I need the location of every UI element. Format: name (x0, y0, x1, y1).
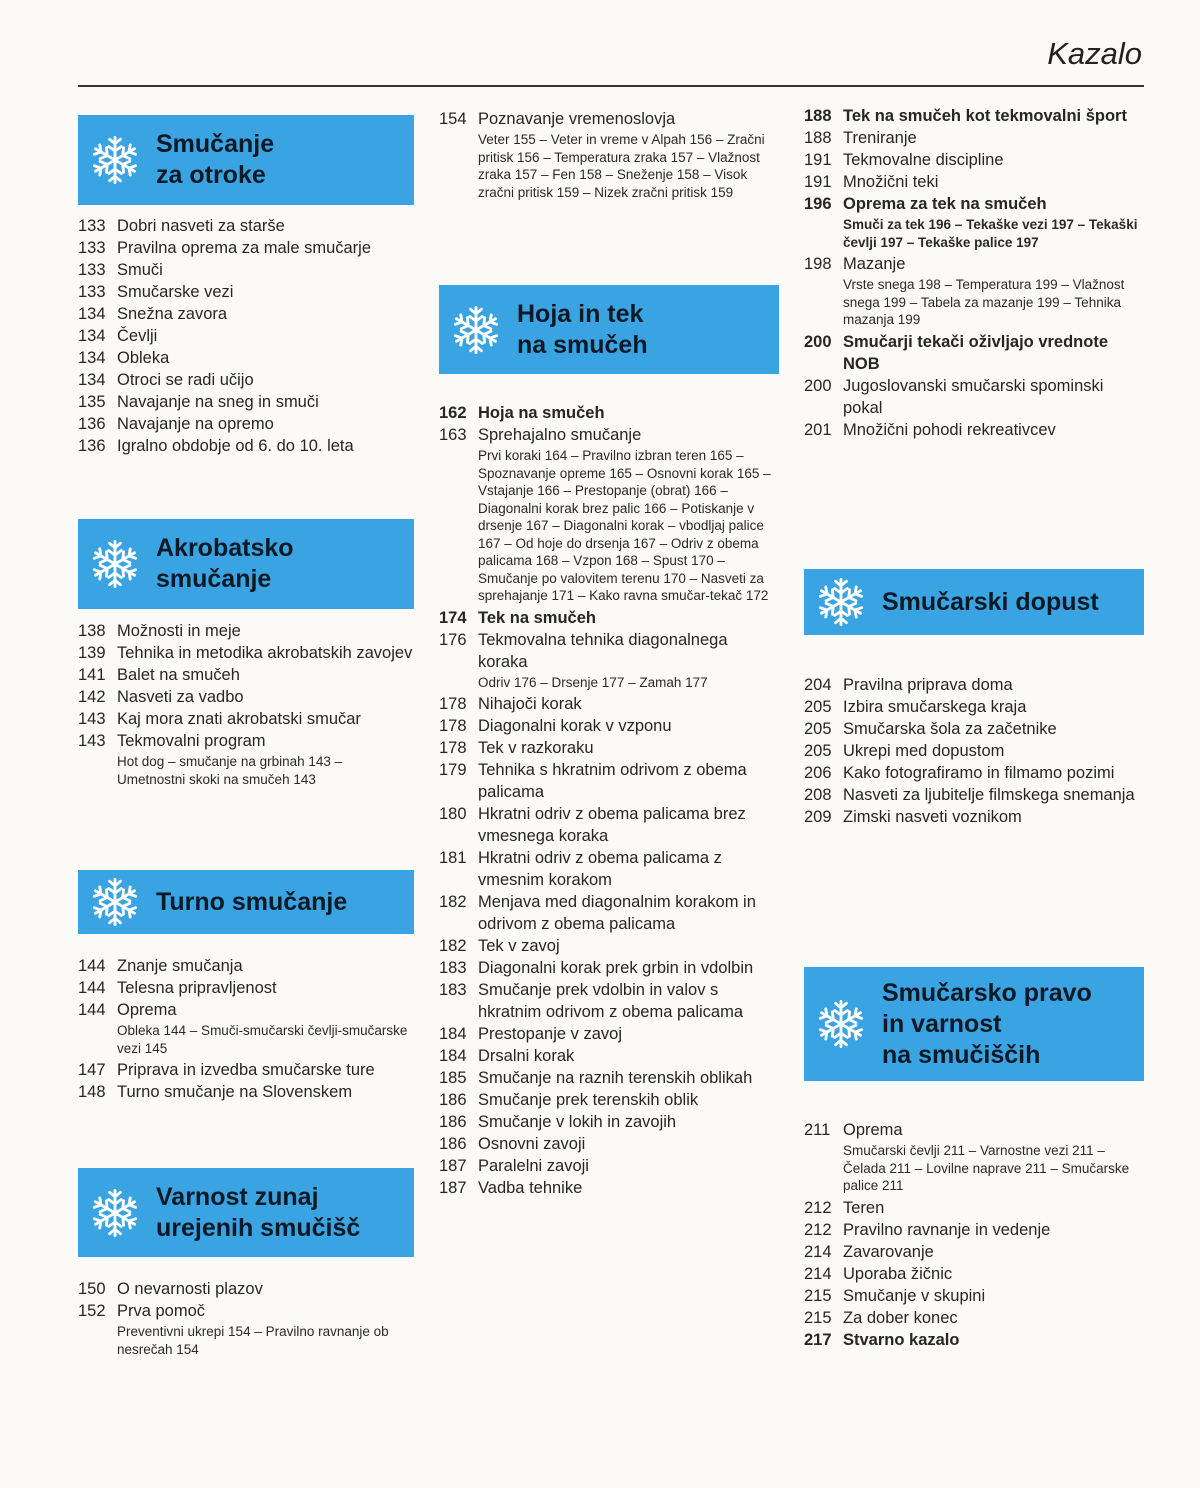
entry-list (804, 674, 1144, 828)
toc-entry[interactable] (78, 620, 414, 642)
toc-entry[interactable] (78, 325, 414, 347)
entry-title: Paralelni zavoji (478, 1157, 589, 1175)
page-number: 183 (439, 959, 467, 977)
section-title (882, 978, 1092, 1071)
entry-title: Oprema za tek na smučeh (843, 195, 1047, 213)
toc-entry[interactable] (439, 737, 779, 759)
toc-entry[interactable] (78, 730, 414, 790)
entry-title: Prestopanje v zavoj (478, 1025, 622, 1043)
section-title-line: Smučarsko pravo (882, 978, 1092, 1007)
entry-title: Zimski nasveti voznikom (843, 808, 1022, 826)
page-number: 215 (804, 1286, 832, 1305)
entry-subtopics: Odriv 176 – Drsenje 177 – Zamah 177 (478, 674, 708, 690)
entry-title: Nasveti za vadbo (117, 688, 244, 706)
section-title-line: na smučiščih (882, 1040, 1041, 1069)
entry-title: Smučanje prek vdolbin in valov s hkratnim odrivom z obema palicama (478, 981, 744, 1021)
snowflake-icon (88, 537, 142, 591)
toc-entry[interactable] (78, 686, 414, 708)
entry-title: Treniranje (843, 129, 917, 147)
toc-entry[interactable] (804, 1285, 1144, 1307)
toc-entry[interactable] (439, 1089, 779, 1111)
toc-entry[interactable] (439, 803, 779, 847)
page-number: 178 (439, 717, 467, 735)
snowflake-icon (814, 575, 868, 629)
page-number: 188 (804, 129, 832, 147)
section-smucarsko-pravo (804, 967, 1144, 1351)
snowflake-icon (88, 875, 142, 929)
page-number: 214 (804, 1242, 832, 1261)
toc-entry[interactable] (78, 708, 414, 730)
page-number: 186 (439, 1113, 467, 1131)
section-banner (439, 285, 779, 374)
toc-entry[interactable] (78, 435, 414, 457)
snowflake-icon (449, 303, 503, 357)
section-title (156, 533, 294, 595)
toc-entry[interactable] (804, 149, 1144, 171)
page-number: 174 (439, 608, 467, 627)
page-number: 182 (439, 937, 467, 955)
page-number: 182 (439, 893, 467, 911)
entry-title: Množični teki (843, 173, 939, 191)
toc-entry[interactable] (439, 1111, 779, 1133)
section-banner (78, 115, 414, 205)
page-number: 133 (78, 217, 106, 235)
entry-title: Drsalni korak (478, 1047, 575, 1065)
page-number: 209 (804, 808, 832, 826)
page-number: 162 (439, 404, 467, 422)
toc-entry[interactable] (439, 1023, 779, 1045)
toc-entry[interactable] (78, 955, 414, 977)
entry-subtopics: Vrste snega 198 – Temperatura 199 – Vlažnost snega 199 – Tabela za mazanje 199 – Tehnika mazanja 199 (843, 277, 1125, 327)
entry-list (78, 620, 414, 790)
entry-list (804, 105, 1144, 441)
page-number: 211 (804, 1121, 831, 1139)
page-number: 185 (439, 1069, 467, 1087)
section-title-line: Smučanje (156, 130, 275, 158)
entry-title: Kaj mora znati akrobatski smučar (117, 710, 361, 728)
page-number: 134 (78, 305, 106, 323)
toc-entry[interactable] (804, 419, 1144, 441)
page-number: 133 (78, 261, 106, 279)
toc-entry[interactable] (439, 935, 779, 957)
section-banner (804, 967, 1144, 1081)
entry-title: Pravilna oprema za male smučarje (117, 239, 372, 257)
section-banner (804, 569, 1144, 635)
section-title-line: Turno smučanje (156, 887, 348, 916)
toc-entry[interactable] (804, 331, 1144, 375)
entry-title: Otroci se radi učijo (117, 371, 254, 389)
entry-subtopics: Preventivni ukrepi 154 – Pravilno ravnanje ob nesrečah 154 (117, 1324, 389, 1357)
entry-title: O nevarnosti plazov (117, 1280, 263, 1298)
entry-title: Poznavanje vremenoslovja (478, 110, 676, 128)
entry-title: Stvarno kazalo (843, 1330, 960, 1349)
page-number: 141 (78, 666, 106, 684)
section-title-line: Varnost zunaj (156, 1182, 319, 1211)
section-smucarski-dopust (804, 569, 1144, 828)
section-banner (78, 870, 414, 934)
page-number: 133 (78, 283, 106, 301)
toc-entry[interactable] (804, 253, 1144, 331)
page-number: 138 (78, 622, 106, 640)
page-number: 133 (78, 239, 106, 257)
toc-entry[interactable] (78, 642, 414, 664)
section-hoja-in-tek (439, 285, 779, 1199)
page-number: 142 (78, 688, 106, 706)
page-number: 179 (439, 761, 467, 779)
toc-entry[interactable] (78, 281, 414, 303)
page-number: 144 (78, 979, 106, 997)
page-number: 214 (804, 1264, 832, 1283)
entry-title: Smučarska šola za začetnike (843, 720, 1057, 738)
page-title: Kazalo (1047, 36, 1142, 71)
page-number: 134 (78, 349, 106, 367)
page-number: 200 (804, 376, 832, 395)
entry-title: Oprema (117, 1001, 177, 1019)
entry-list (78, 955, 414, 1103)
section-title-line: Hoja in tek (517, 299, 644, 328)
page-number: 152 (78, 1302, 106, 1320)
toc-entry[interactable] (78, 664, 414, 686)
toc-entry[interactable] (439, 1045, 779, 1067)
entry-list (804, 1119, 1144, 1351)
entry-title: Oprema (843, 1121, 903, 1139)
entry-title: Hkratni odriv z obema palicama brez vmesnega koraka (478, 805, 746, 845)
toc-entry[interactable] (439, 759, 779, 803)
page-number: 184 (439, 1025, 467, 1043)
section-akrobatsko-smucanje (78, 519, 414, 790)
section-title-line: urejenih smučišč (156, 1213, 361, 1242)
toc-entry[interactable] (439, 891, 779, 935)
section-title (882, 587, 1099, 618)
entry-subtopics: Prvi koraki 164 – Pravilno izbran teren 165 – Spoznavanje opreme 165 – Osnovni korak 165 – Vstajanje 166 – Prestopanje (obrat) 166 – Diagonalni korak brez palic 166 – Potiskanje v drsenje 167 – Diagonalni korak – vbodljaj palice 167 – Od hoje do drsenja 167 – Odriv z obema palicama 168 – Vzpon 168 – Spust 170 – Smučanje po valovitem terenu 170 – Nasveti za sprehajanje 171 – Kako ravna smučar-tekač 172 (478, 448, 771, 603)
entry-title: Smučarske vezi (117, 283, 234, 301)
entry-title: Igralno obdobje od 6. do 10. leta (117, 437, 354, 455)
entry-title: Smučanje na raznih terenskih oblikah (478, 1069, 753, 1087)
entry-title: Balet na smučeh (117, 666, 240, 684)
toc-entry[interactable] (78, 413, 414, 435)
entry-title: Znanje smučanja (117, 957, 243, 975)
entry-title: Teren (843, 1198, 885, 1217)
toc-entry[interactable] (804, 171, 1144, 193)
entry-title: Tek v razkoraku (478, 739, 594, 757)
page-number: 206 (804, 764, 832, 782)
section-vremenoslovje (439, 108, 779, 203)
page-number: 187 (439, 1179, 467, 1197)
entry-subtopics: Smučarski čevlji 211 – Varnostne vezi 211 – Čelada 211 – Lovilne naprave 211 – Smučarske palice 211 (843, 1143, 1130, 1193)
entry-title: Uporaba žičnic (843, 1264, 953, 1283)
toc-entry[interactable] (804, 718, 1144, 740)
page-number: 204 (804, 676, 832, 694)
toc-entry[interactable] (439, 1177, 779, 1199)
toc-entry[interactable] (78, 215, 414, 237)
page-number: 180 (439, 805, 467, 823)
page-number: 200 (804, 332, 832, 351)
entry-title: Snežna zavora (117, 305, 228, 323)
page-number: 178 (439, 695, 467, 713)
toc-entry[interactable] (804, 784, 1144, 806)
entry-title: Hoja na smučeh (478, 404, 605, 422)
entry-title: Mazanje (843, 255, 906, 273)
toc-entry[interactable] (439, 1155, 779, 1177)
entry-title: Pravilno ravnanje in vedenje (843, 1220, 1051, 1239)
toc-entry[interactable] (439, 847, 779, 891)
page-number: 150 (78, 1280, 106, 1298)
toc-entry[interactable] (804, 696, 1144, 718)
page-number: 144 (78, 957, 106, 975)
entry-title: Priprava in izvedba smučarske ture (117, 1061, 375, 1079)
page-number: 154 (439, 110, 467, 128)
toc-entry[interactable] (804, 1197, 1144, 1219)
section-title-line: Smučarski dopust (882, 587, 1099, 616)
section-turno-smucanje (78, 870, 414, 1103)
toc-entry[interactable] (804, 1219, 1144, 1241)
page-number: 191 (804, 173, 832, 191)
toc-entry[interactable] (78, 977, 414, 999)
toc-entry[interactable] (439, 629, 779, 694)
page-number: 135 (78, 393, 106, 411)
toc-entry[interactable] (78, 1059, 414, 1081)
toc-entry[interactable] (804, 1329, 1144, 1351)
entry-title: Navajanje na opremo (117, 415, 274, 433)
page-number: 205 (804, 720, 832, 738)
toc-entry[interactable] (439, 979, 779, 1023)
toc-entry[interactable] (804, 193, 1144, 253)
page-number: 143 (78, 710, 106, 728)
entry-title: Sprehajalno smučanje (478, 426, 642, 444)
entry-title: Smučanje v lokih in zavojih (478, 1113, 677, 1131)
entry-title: Tekmovalna tehnika diagonalnega koraka (478, 630, 728, 671)
page-number: 181 (439, 849, 467, 867)
page-number: 136 (78, 415, 106, 433)
entry-title: Nihajoči korak (478, 695, 582, 713)
toc-entry[interactable] (78, 999, 414, 1059)
entry-list (439, 108, 779, 203)
page-number: 205 (804, 742, 832, 760)
entry-title: Za dober konec (843, 1308, 958, 1327)
page-number: 178 (439, 739, 467, 757)
page-number: 183 (439, 981, 467, 999)
entry-title: Tekmovalne discipline (843, 151, 1004, 169)
entry-title: Prva pomoč (117, 1302, 206, 1320)
page-number: 134 (78, 327, 106, 345)
entry-list (78, 1278, 414, 1360)
entry-subtopics: Hot dog – smučanje na grbinah 143 – Umetnostni skoki na smučeh 143 (117, 754, 343, 787)
header-rule (78, 85, 1144, 87)
toc-entry[interactable] (78, 391, 414, 413)
entry-title: Tekmovalni program (117, 732, 266, 750)
entry-title: Diagonalni korak v vzponu (478, 717, 672, 735)
toc-entry[interactable] (804, 127, 1144, 149)
entry-title: Tek na smučeh (478, 608, 596, 627)
toc-entry[interactable] (439, 402, 779, 424)
toc-entry[interactable] (78, 1300, 414, 1360)
entry-subtopics: Obleka 144 – Smuči-smučarski čevlji-smučarske vezi 145 (117, 1023, 408, 1056)
page-number: 136 (78, 437, 106, 455)
entry-title: Jugoslovanski smučarski spominski pokal (843, 376, 1104, 417)
entry-title: Pravilna priprava doma (843, 676, 1013, 694)
entry-title: Kako fotografiramo in filmamo pozimi (843, 764, 1115, 782)
entry-subtopics: Veter 155 – Veter in vreme v Alpah 156 – Zračni pritisk 156 – Temperatura zraka 157 – Vlažnost zraka 157 – Fen 158 – Sneženje 158 – Visok zračni pritisk 159 – Nizek zračni pritisk 159 (478, 132, 765, 200)
entry-title: Ukrepi med dopustom (843, 742, 1005, 760)
section-tek-tekmovalni (804, 105, 1144, 441)
entry-title: Zavarovanje (843, 1242, 934, 1261)
toc-entry[interactable] (804, 1307, 1144, 1329)
page-number: 205 (804, 698, 832, 716)
page-number: 217 (804, 1330, 832, 1349)
entry-title: Smučanje prek terenskih oblik (478, 1091, 699, 1109)
entry-title: Izbira smučarskega kraja (843, 698, 1027, 716)
page-number: 139 (78, 644, 106, 662)
snowflake-icon (814, 997, 868, 1051)
toc-entry[interactable] (804, 1263, 1144, 1285)
toc-entry[interactable] (804, 762, 1144, 784)
toc-entry[interactable] (439, 715, 779, 737)
toc-entry[interactable] (78, 303, 414, 325)
page-number: 134 (78, 371, 106, 389)
page-number: 186 (439, 1091, 467, 1109)
entry-title: Dobri nasveti za starše (117, 217, 285, 235)
page-number: 187 (439, 1157, 467, 1175)
section-title (156, 129, 274, 191)
page-number: 212 (804, 1198, 832, 1217)
entry-title: Tek na smučeh kot tekmovalni šport (843, 107, 1127, 125)
entry-title: Čevlji (117, 327, 158, 345)
entry-title: Obleka (117, 349, 170, 367)
entry-title: Tehnika in metodika akrobatskih zavojev (117, 644, 413, 662)
section-title (517, 299, 648, 361)
page-number: 163 (439, 426, 467, 444)
section-title (156, 887, 347, 918)
toc-entry[interactable] (804, 740, 1144, 762)
page-number: 148 (78, 1083, 106, 1101)
page-number: 191 (804, 151, 832, 169)
entry-title: Smučanje v skupini (843, 1286, 986, 1305)
snowflake-icon (88, 133, 142, 187)
page-number: 212 (804, 1220, 832, 1239)
page-number: 196 (804, 195, 832, 213)
toc-entry[interactable] (78, 1278, 414, 1300)
entry-title: Vadba tehnike (478, 1179, 583, 1197)
toc-entry[interactable] (439, 957, 779, 979)
entry-list (78, 215, 414, 457)
toc-entry[interactable] (439, 1067, 779, 1089)
entry-subtopics: Smuči za tek 196 – Tekaške vezi 197 – Tekaški čevlji 197 – Tekaške palice 197 (843, 217, 1138, 250)
toc-entry[interactable] (439, 693, 779, 715)
page-number: 215 (804, 1308, 832, 1327)
entry-title: Smuči (117, 261, 163, 279)
toc-entry[interactable] (78, 347, 414, 369)
section-banner (78, 519, 414, 609)
toc-entry[interactable] (804, 1119, 1144, 1197)
page-number: 188 (804, 107, 832, 125)
section-varnost-zunaj (78, 1168, 414, 1360)
section-title (156, 1182, 360, 1244)
toc-entry[interactable] (439, 108, 779, 203)
toc-entry[interactable] (439, 424, 779, 607)
toc-entry[interactable] (78, 369, 414, 391)
page-number: 144 (78, 1001, 106, 1019)
entry-title: Menjava med diagonalnim korakom in odrivom z obema palicama (478, 893, 756, 933)
toc-entry[interactable] (78, 1081, 414, 1103)
entry-title: Tek v zavoj (478, 937, 560, 955)
section-title-line: na smučeh (517, 330, 648, 359)
entry-title: Turno smučanje na Slovenskem (117, 1083, 353, 1101)
page-number: 186 (439, 1135, 467, 1153)
entry-title: Množični pohodi rekreativcev (843, 420, 1056, 439)
toc-entry[interactable] (804, 105, 1144, 127)
page-number: 143 (78, 732, 106, 750)
toc-entry[interactable] (804, 375, 1144, 419)
entry-title: Tehnika s hkratnim odrivom z obema palicama (478, 761, 747, 801)
entry-title: Hkratni odriv z obema palicama z vmesnim korakom (478, 849, 722, 889)
section-title-line: smučanje (156, 565, 272, 593)
entry-title: Navajanje na sneg in smuči (117, 393, 319, 411)
entry-title: Osnovni zavoji (478, 1135, 586, 1153)
page-number: 198 (804, 255, 832, 273)
entry-title: Telesna pripravljenost (117, 979, 277, 997)
toc-entry[interactable] (804, 806, 1144, 828)
toc-entry[interactable] (439, 1133, 779, 1155)
page-number: 147 (78, 1061, 106, 1079)
entry-list (439, 402, 779, 1199)
section-title-line: in varnost (882, 1009, 1002, 1038)
snowflake-icon (88, 1186, 142, 1240)
toc-entry[interactable] (78, 237, 414, 259)
page-number: 184 (439, 1047, 467, 1065)
page-number: 201 (804, 420, 832, 439)
entry-title: Možnosti in meje (117, 622, 241, 640)
toc-entry[interactable] (804, 674, 1144, 696)
section-smucanje-za-otroke (78, 115, 414, 457)
page-number: 176 (439, 630, 467, 649)
toc-entry[interactable] (804, 1241, 1144, 1263)
toc-entry[interactable] (439, 607, 779, 629)
entry-title: Diagonalni korak prek grbin in vdolbin (478, 959, 754, 977)
section-title-line: za otroke (156, 161, 266, 189)
page-number: 208 (804, 786, 832, 804)
toc-entry[interactable] (78, 259, 414, 281)
section-banner (78, 1168, 414, 1257)
entry-title: Smučarji tekači oživljajo vrednote NOB (843, 332, 1109, 373)
entry-title: Nasveti za ljubitelje filmskega snemanja (843, 786, 1135, 804)
section-title-line: Akrobatsko (156, 534, 294, 562)
